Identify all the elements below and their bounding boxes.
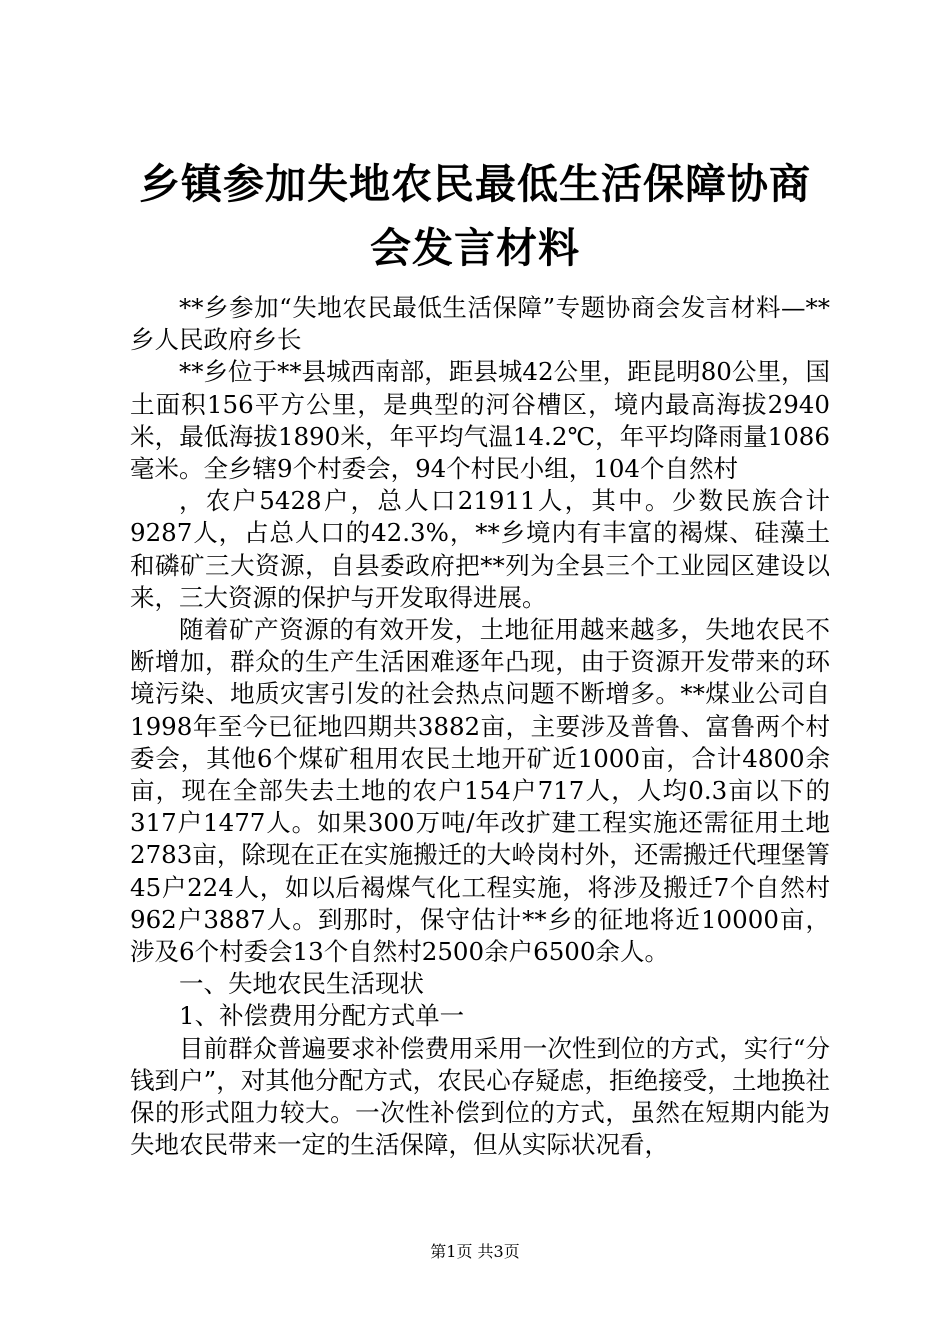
subsection-heading: 1、补偿费用分配方式单一 (179, 1001, 465, 1031)
paragraph-land-requisition: 随着矿产资源的有效开发，土地征用越来越多，失地农民不断增加，群众的生产生活困难逐年凸现，由于资源开发带来的环境污染、地质灾害引发的社会热点问题不断增多。**煤业公司自1998年至今已征地四期共3882亩，主要涉及普鲁、富鲁两个村委会，其他6个煤矿租用农民土地开矿近1000亩，合计4800余亩，现在全部失去土地的农户154户717人，人均0.3亩以下的317户1477人。如果300万吨/年改扩建工程实施还需征用土地2783亩，除现在正在实施搬迁的大岭岗村外，还需搬迁代理堡箐45户224人，如以后褐煤气化工程实施，将涉及搬迁7个自然村962户3887人。到那时，保守估计**乡的征地将近10000亩，涉及6个村委会13个自然村2500余户6500余人。 (130, 615, 830, 967)
page-footer: 第1页 共3页 (430, 1242, 520, 1261)
paragraph-compensation: 目前群众普遍要求补偿费用采用一次性到位的方式，实行“分钱到户”，对其他分配方式，农民心存疑虑，拒绝接受，土地换社保的形式阻力较大。一次性补偿到位的方式，虽然在短期内能为失地农民带来一定的生活保障，但从实际状况看， (130, 1033, 830, 1160)
paragraph-intro: **乡参加“失地农民最低生活保障”专题协商会发言材料—**乡人民政府乡长 (130, 293, 830, 355)
section-heading: 一、失地农民生活现状 (179, 969, 424, 999)
document-body (130, 292, 830, 1161)
paragraph-population: ，农户5428户，总人口21911人，其中。少数民族合计9287人，占总人口的42.3%，**乡境内有丰富的褐煤、硅藻土和磷矿三大资源，自县委政府把**列为全县三个工业园区建设以来，三大资源的保护与开发取得进展。 (130, 486, 830, 612)
document-title: 乡镇参加失地农民最低生活保障协商会发言材料 (139, 160, 811, 272)
paragraph-overview: **乡位于**县城西南部，距县城42公里，距昆明80公里，国土面积156平方公里，是典型的河谷槽区，境内最高海拔2940米，最低海拔1890米，年平均气温14.2℃，年平均降雨量1086毫米。全乡辖9个村委会，94个村民小组，104个自然村 (130, 357, 830, 484)
